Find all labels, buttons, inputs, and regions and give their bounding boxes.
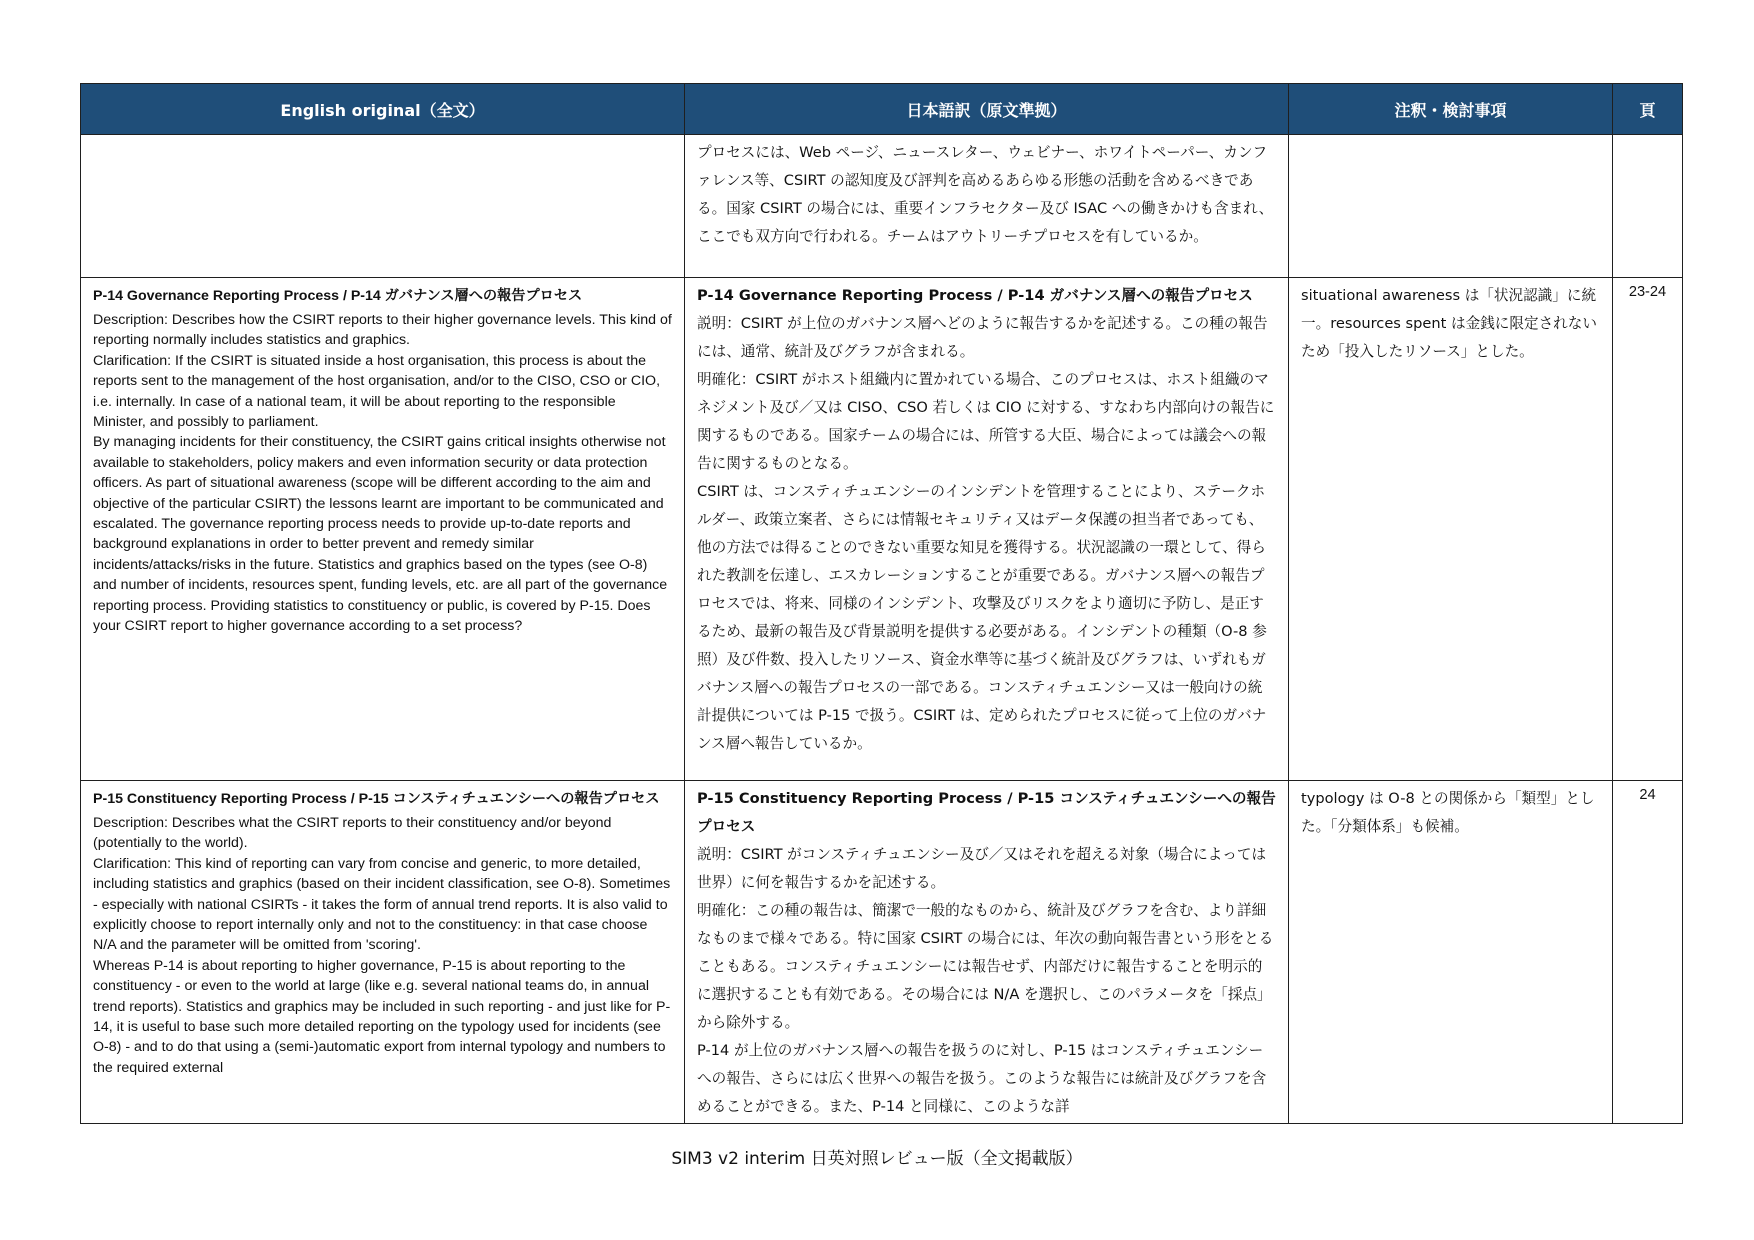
header-english: English original（全文）	[81, 84, 685, 135]
header-japanese: 日本語訳（原文準拠）	[685, 84, 1289, 135]
english-paragraph: Whereas P-14 is about reporting to higher governance, P-15 is about reporting to the constituency - or even to the world at large (like e.g. several national teams do, in annual trend reports). Statistics and graphics may be included in such reporting - and just like for P-14, it is useful to base such more detailed reporting on the typology used for incidents (see O-8) - and to do that using a (semi-)automatic export from internal typology and numbers to the required external	[93, 957, 671, 1076]
english-paragraph: Clarification: If the CSIRT is situated inside a host organisation, this process is about the reports sent to the management of the host organisation, and/or to the CISO, CSO or CIO, i.e. internally. In case of a national team, it will be about reporting to the responsible Minister, and possibly to parliament.	[93, 352, 661, 431]
japanese-cell	[685, 781, 1289, 1124]
english-title: P-14 Governance Reporting Process / P-14 ガバナンス層への報告プロセス	[93, 288, 583, 304]
japanese-cell	[685, 135, 1289, 278]
table-row	[81, 781, 1683, 1124]
japanese-paragraph: P-14 が上位のガバナンス層への報告を扱うのに対し、P-15 はコンスティチュエンシーへの報告、さらには広く世界への報告を扱う。このような報告には統計及びグラフを含めることができる。また、P-14 と同様に、このような詳	[697, 1042, 1267, 1115]
header-page: 頁	[1613, 84, 1683, 135]
table-row	[81, 135, 1683, 278]
note-cell: typology は O-8 との関係から「類型」とした。「分類体系」も候補。	[1289, 781, 1613, 1124]
english-title: P-15 Constituency Reporting Process / P-15 コンスティチュエンシーへの報告プロセス	[93, 791, 660, 807]
header-row	[81, 84, 1683, 135]
review-table	[80, 83, 1683, 1124]
japanese-paragraph: 説明：CSIRT がコンスティチュエンシー及び／又はそれを超える対象（場合によっては世界）に何を報告するかを記述する。	[697, 846, 1267, 891]
page-cell	[1613, 135, 1683, 278]
table-header	[81, 84, 1683, 135]
page-cell: 23-24	[1613, 278, 1683, 781]
table-body	[81, 135, 1683, 1124]
japanese-paragraph: 明確化：この種の報告は、簡潔で一般的なものから、統計及びグラフを含む、より詳細なものまで様々である。特に国家 CSIRT の場合には、年次の動向報告書という形をとることもある。コンスティチュエンシーには報告せず、内部だけに報告することを明示的に選択することも有効である。その場合には N/A を選択し、このパラメータを「採点」から除外する。	[697, 902, 1274, 1031]
japanese-paragraph: プロセスには、Web ページ、ニュースレター、ウェビナー、ホワイトペーパー、カンファレンス等、CSIRT の認知度及び評判を高めるあらゆる形態の活動を含めるべきである。国家 CSIRT の場合には、重要インフラセクター及び ISAC への働きかけも含まれ、ここでも双方向で行われる。チームはアウトリーチプロセスを有しているか。	[697, 144, 1274, 245]
english-paragraph: Clarification: This kind of reporting can vary from concise and generic, to more detailed, including statistics and graphics (based on their incident classification, see O-8). Sometimes - especially with national CSIRTs - it takes the form of annual trend reports. It is also valid to explicitly choose to report internally only and not to the constituency: in that case choose N/A and the parameter will be omitted from 'scoring'.	[93, 855, 671, 954]
page-cell: 24	[1613, 781, 1683, 1124]
english-cell	[81, 135, 685, 278]
english-paragraph: Description: Describes what the CSIRT reports to their constituency and/or beyond (potentially to the world).	[93, 815, 612, 852]
english-cell	[81, 781, 685, 1124]
japanese-paragraph: CSIRT は、コンスティチュエンシーのインシデントを管理することにより、ステークホルダー、政策立案者、さらには情報セキュリティ又はデータ保護の担当者であっても、他の方法では得ることのできない重要な知見を獲得する。状況認識の一環として、得られた教訓を伝達し、エスカレーションすることが重要である。ガバナンス層への報告プロセスでは、将来、同様のインシデント、攻撃及びリスクをより適切に予防し、是正するため、最新の報告及び背景説明を提供する必要がある。インシデントの種類（O-8 参照）及び件数、投入したリソース、資金水準等に基づく統計及びグラフは、いずれもガバナンス層への報告プロセスの一部である。コンスティチュエンシー又は一般向けの統計提供については P-15 で扱う。CSIRT は、定められたプロセスに従って上位のガバナンス層へ報告しているか。	[697, 483, 1267, 752]
japanese-paragraph: 明確化：CSIRT がホスト組織内に置かれている場合、このプロセスは、ホスト組織のマネジメント及び／又は CISO、CSO 若しくは CIO に対する、すなわち内部向けの報告に関するものである。国家チームの場合には、所管する大臣、場合によっては議会への報告に関するものとなる。	[697, 371, 1275, 472]
english-cell	[81, 278, 685, 781]
japanese-title: P-14 Governance Reporting Process / P-14 ガバナンス層への報告プロセス	[697, 287, 1253, 304]
english-paragraph: By managing incidents for their constituency, the CSIRT gains critical insights otherwise not available to stakeholders, policy makers and even information security or data protection officers. As part of situational awareness (scope will be different according to the aim and objective of the particular CSIRT) the lessons learnt are important to be communicated and escalated. The governance reporting process needs to provide up-to-date reports and background explanations in order to better prevent and remedy similar incidents/attacks/risks in the future. Statistics and graphics based on the types (see O-8) and number of incidents, resources spent, funding levels, etc. are all part of the governance reporting process. Providing statistics to constituency or public, is covered by P-15. Does your CSIRT report to higher governance according to a set process?	[93, 434, 668, 635]
note-cell: situational awareness は「状況認識」に統一。resources spent は金銭に限定されないため「投入したリソース」とした。	[1289, 278, 1613, 781]
english-paragraph: Description: Describes how the CSIRT reports to their higher governance levels. This kind of reporting normally includes statistics and graphics.	[93, 312, 672, 349]
note-cell	[1289, 135, 1613, 278]
japanese-title: P-15 Constituency Reporting Process / P-15 コンスティチュエンシーへの報告プロセス	[697, 790, 1276, 835]
page-footer: SIM3 v2 interim 日英対照レビュー版（全文掲載版）	[671, 1149, 1083, 1169]
japanese-paragraph: 説明：CSIRT が上位のガバナンス層へどのように報告するかを記述する。この種の報告には、通常、統計及びグラフが含まれる。	[697, 315, 1268, 360]
table-row	[81, 278, 1683, 781]
header-notes: 注釈・検討事項	[1289, 84, 1613, 135]
japanese-cell	[685, 278, 1289, 781]
